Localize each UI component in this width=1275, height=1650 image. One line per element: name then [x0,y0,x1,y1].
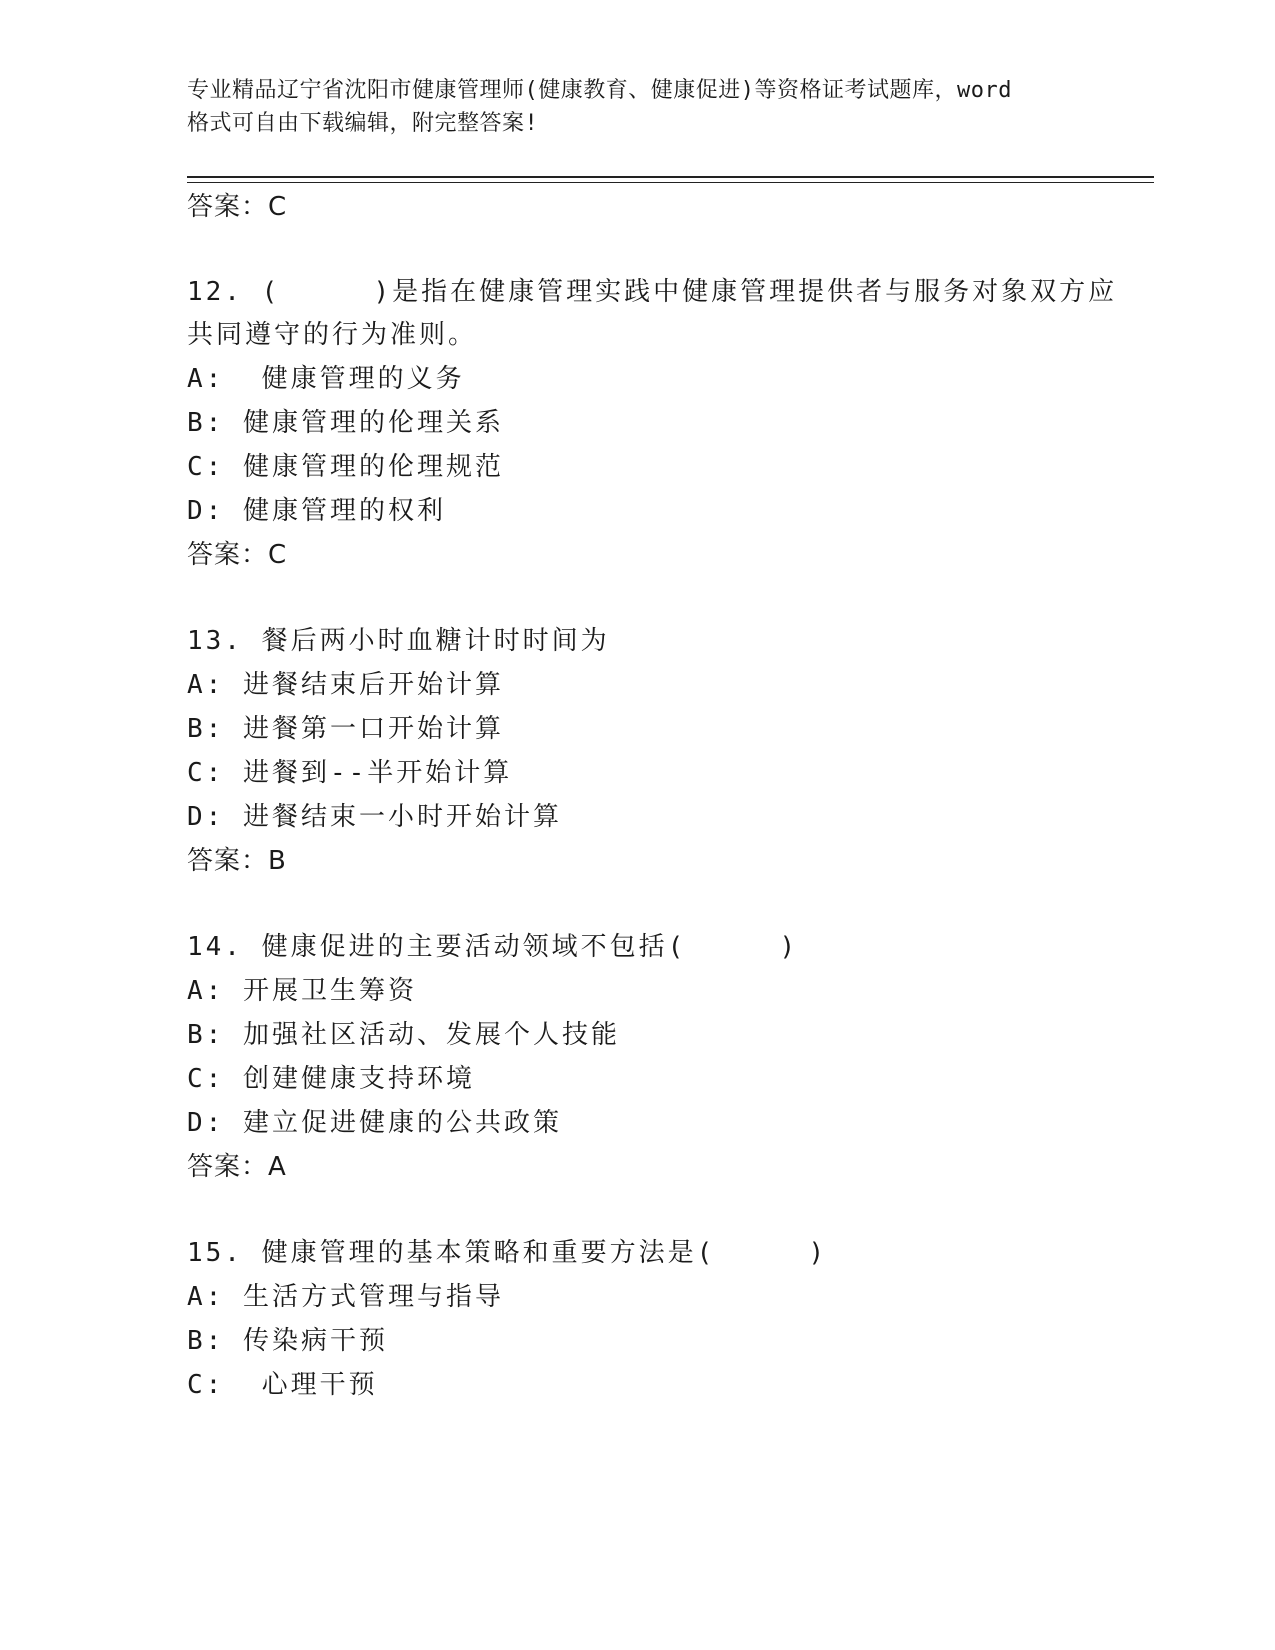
question-12-option-d: D: 健康管理的权利 [187,496,446,526]
question-14-stem: 14. 健康促进的主要活动领域不包括( ) [187,932,799,962]
question-15-option-b: B: 传染病干预 [187,1326,388,1356]
question-12-option-a: A: 健康管理的义务 [187,364,465,394]
answer-q11: 答案：C [187,192,288,222]
question-13-option-a: A: 进餐结束后开始计算 [187,670,504,700]
answer-q13: 答案：B [187,846,287,876]
question-13-option-c: C: 进餐到--半开始计算 [187,758,513,788]
header-rule-thick [187,176,1154,178]
question-13-stem: 13. 餐后两小时血糖计时时间为 [187,626,610,656]
question-14-option-d: D: 建立促进健康的公共政策 [187,1108,562,1138]
question-15-option-a: A: 生活方式管理与指导 [187,1282,504,1312]
answer-q12: 答案：C [187,540,288,570]
answer-q14: 答案：A [187,1152,287,1182]
question-12-option-c: C: 健康管理的伦理规范 [187,452,504,482]
page-header [187,74,1087,140]
question-12-option-b: B: 健康管理的伦理关系 [187,408,504,438]
question-13-option-d: D: 进餐结束一小时开始计算 [187,802,562,832]
question-15-option-c: C: 心理干预 [187,1370,378,1400]
question-14-option-b: B: 加强社区活动、发展个人技能 [187,1020,620,1050]
header-rule-thin [187,182,1154,183]
question-12-stem-line-1: 12. ( )是指在健康管理实践中健康管理提供者与服务对象双方应 [187,277,1118,307]
question-13-option-b: B: 进餐第一口开始计算 [187,714,504,744]
question-14-option-c: C: 创建健康支持环境 [187,1064,475,1094]
question-14-option-a: A: 开展卫生筹资 [187,976,417,1006]
question-15-stem: 15. 健康管理的基本策略和重要方法是( ) [187,1238,828,1268]
header-line-1: 专业精品辽宁省沈阳市健康管理师(健康教育、健康促进)等资格证考试题库，word [187,78,1012,103]
header-line-2: 格式可自由下载编辑，附完整答案! [187,111,539,136]
question-12-stem-line-2: 共同遵守的行为准则。 [187,320,478,350]
